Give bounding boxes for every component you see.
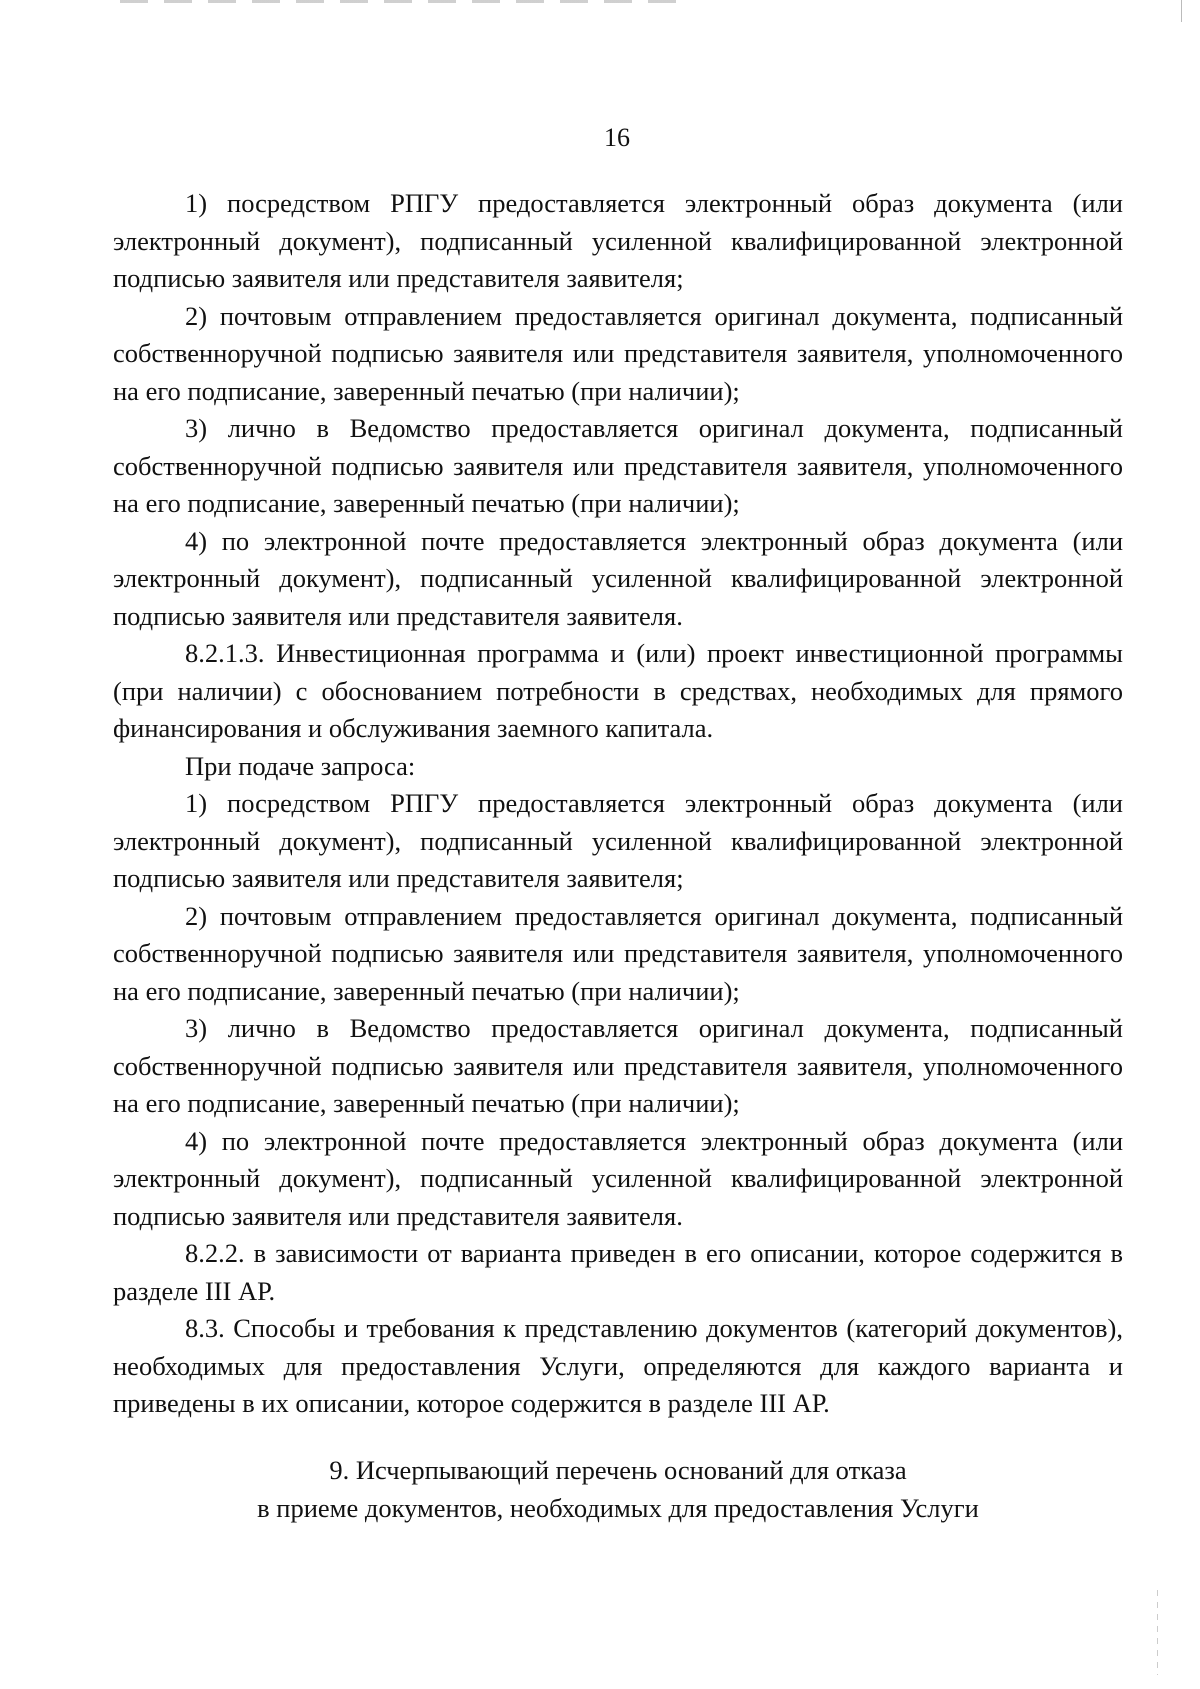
section-heading-line2: в приеме документов, необходимых для предоставления Услуги xyxy=(257,1492,979,1523)
paragraph-mail-2: 2) почтовым отправлением предоставляется оригинал документа, подписанный собственноручной подписью заявителя или представителя заявителя, уполномоченного на его подписание, заверенный печатью (при наличии); xyxy=(113,900,1123,1006)
paragraph-rpgu-2: 1) посредством РПГУ предоставляется электронный образ документа (или электронный документ), подписанный усиленной квалифицированной электронной подписью заявителя или представителя заявителя; xyxy=(113,788,1123,893)
paragraph-8-3: 8.3. Способы и требования к представлению документов (категорий документов), необходимых для предоставления Услуги, определяются для каждого варианта и приведены в их описании, которое содержится в разделе III АР. xyxy=(113,1313,1123,1418)
paragraph-email-2: 4) по электронной почте предоставляется электронный образ документа (или электронный документ), подписанный усиленной квалифицированной электронной подписью заявителя или представителя заявителя. xyxy=(113,1125,1123,1231)
page-number: 16 xyxy=(604,123,630,152)
paragraph-in-person-2: 3) лично в Ведомство предоставляется оригинал документа, подписанный собственноручной подписью заявителя или представителя заявителя, уполномоченного на его подписание, заверенный печатью (при наличии); xyxy=(113,1013,1123,1118)
scan-artifact-top xyxy=(120,0,680,3)
paragraph-rpgu-1: 1) посредством РПГУ предоставляется электронный образ документа (или электронный документ), подписанный усиленной квалифицированной электронной подписью заявителя или представителя заявителя; xyxy=(113,188,1123,293)
paragraph-request-submission: При подаче запроса: xyxy=(185,750,416,781)
scan-artifact-right xyxy=(1181,0,1182,22)
document-body xyxy=(113,185,1123,1423)
paragraph-8-2-2: 8.2.2. в зависимости от варианта приведен в его описании, которое содержится в разделе III АР. xyxy=(113,1238,1123,1306)
paragraph-8-2-1-3: 8.2.1.3. Инвестиционная программа и (или) проект инвестиционной программы (при наличии) с обоснованием потребности в средствах, необходимых для прямого финансирования и обслуживания заемного капитала. xyxy=(113,638,1123,743)
section-heading-line1: 9. Исчерпывающий перечень оснований для отказа xyxy=(329,1455,907,1485)
paragraph-mail-1: 2) почтовым отправлением предоставляется оригинал документа, подписанный собственноручной подписью заявителя или представителя заявителя, уполномоченного на его подписание, заверенный печатью (при наличии); xyxy=(113,300,1123,406)
paragraph-in-person-1: 3) лично в Ведомство предоставляется оригинал документа, подписанный собственноручной подписью заявителя или представителя заявителя, уполномоченного на его подписание, заверенный печатью (при наличии); xyxy=(113,413,1123,518)
section-heading xyxy=(113,1452,1123,1527)
scan-artifact-right-bottom xyxy=(1157,1590,1158,1675)
paragraph-email-1: 4) по электронной почте предоставляется электронный образ документа (или электронный документ), подписанный усиленной квалифицированной электронной подписью заявителя или представителя заявителя. xyxy=(113,525,1123,631)
